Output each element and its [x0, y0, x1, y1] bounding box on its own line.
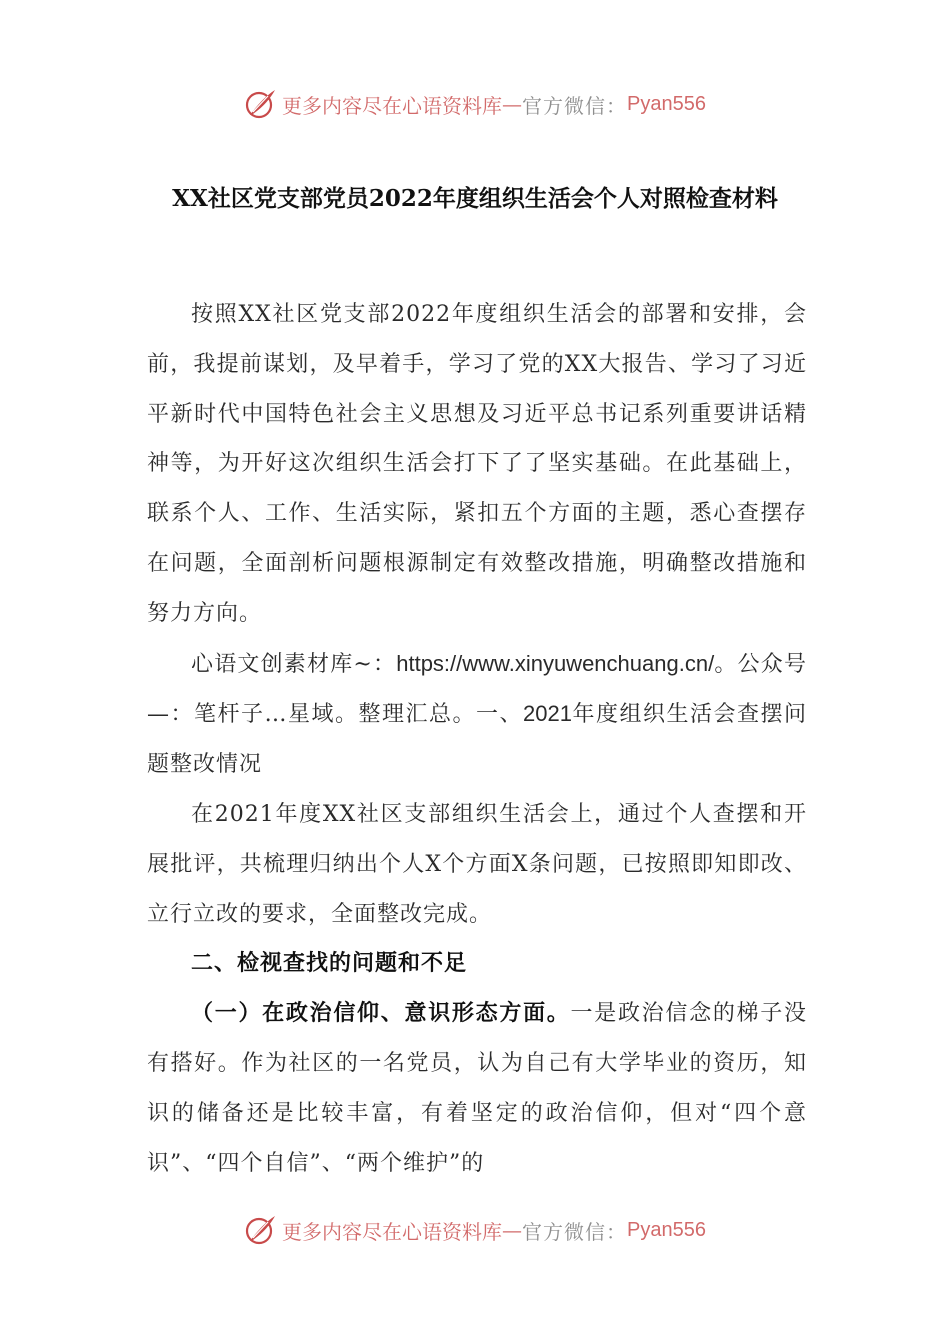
- banner-wechat-id: Pyan556: [627, 1218, 706, 1241]
- paragraph-source: [147, 639, 807, 790]
- paragraph-rectification: 在2021年度XX社区支部组织生活会上，通过个人查摆和开展批评，共梳理归纳出个人X个方面X条问题，已按照即知即改、立行立改的要求，全面整改完成。: [147, 801, 807, 927]
- banner-wechat-id: Pyan556: [627, 92, 706, 115]
- banner-label: 官方微信：: [522, 93, 628, 118]
- banner-main-text: 更多内容尽在心语资料库: [282, 1219, 503, 1244]
- document-body: [147, 290, 807, 1188]
- source-suffix: 。公众号—：笔杆子…星域。整理汇总。一、: [147, 651, 807, 728]
- section-two-heading: 二、检视查找的问题和不足: [191, 950, 468, 977]
- banner-dash: —: [502, 92, 523, 116]
- political-subheading: （一）在政治信仰、意识形态方面。: [191, 1000, 571, 1027]
- source-prefix: 心语文创素材库~：: [191, 651, 397, 677]
- banner-dash: —: [502, 1218, 523, 1242]
- banner-label: 官方微信：: [522, 1219, 628, 1244]
- paragraph-intro: 按照XX社区党支部2022年度组织生活会的部署和安排，会前，我提前谋划，及早着手，学习了党的XX大报告、学习了习近平新时代中国特色社会主义思想及习近平总书记系列重要讲话精神等，为开好这次组织生活会打下了了坚实基础。在此基础上，联系个人、工作、生活实际，紧扣五个方面的主题，悉心查摆存在问题，全面剖析问题根源制定有效整改措施，明确整改措施和努力方向。: [147, 302, 807, 626]
- document-title: XX社区党支部党员2022年度组织生活会个人对照检查材料: [172, 185, 778, 212]
- quill-logo-icon: [244, 1213, 278, 1247]
- political-text: 一是政治信念的梯子没有搭好。作为社区的一名党员，认为自己有大学毕业的资历，知识的储备还是比较丰富，有着坚定的政治信仰，但对“四个意识”、“四个自信”、“两个维护”的: [147, 1001, 807, 1176]
- header-banner: [0, 84, 950, 124]
- section-year: 2021: [523, 701, 572, 727]
- paragraph-political: [147, 989, 807, 1188]
- source-url: https://www.xinyuwenchuang.cn/: [396, 650, 715, 676]
- quill-logo-icon: [244, 87, 278, 121]
- banner-main-text: 更多内容尽在心语资料库: [282, 93, 503, 118]
- section-one-title: 年度组织生活会查摆问题整改情况: [147, 702, 807, 778]
- footer-banner: [0, 1210, 950, 1250]
